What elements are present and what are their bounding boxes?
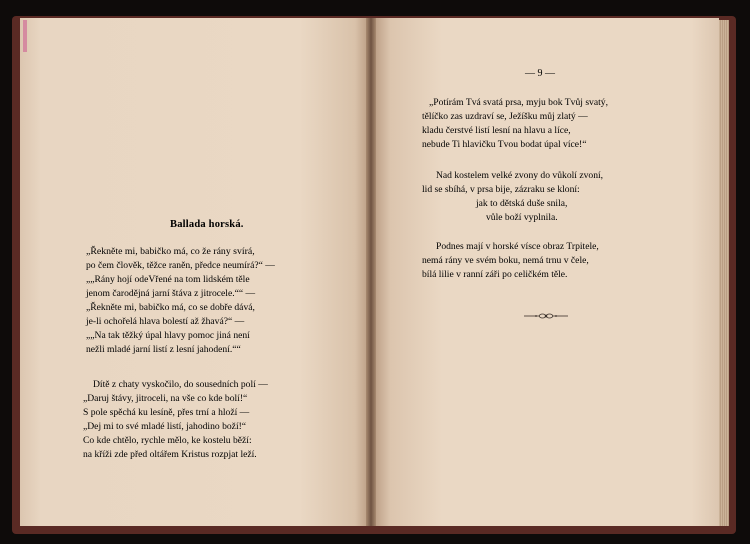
verse-line: lid se sbíhá, v prsa bije, zázraku se kloní:: [422, 184, 580, 195]
verse-line: tělíčko zas uzdraví se, Ježíšku můj zlatý —: [422, 111, 588, 122]
verse-line: nežli mladé jarní listí z lesní jahodení.““: [86, 344, 241, 355]
verse-line: „Řekněte mi, babičko má, co že rány svírá,: [86, 246, 255, 257]
verse-line: „Dej mi to své mladé listí, jahodino boží!“: [83, 421, 247, 432]
verse-line: nemá rány ve svém boku, nemá trnu v čele,: [422, 255, 589, 266]
page-edges: [719, 20, 729, 526]
verse-line: „„Rány hojí odeVřené na tom lidském těle: [86, 274, 250, 285]
verse-line: jak to dětská duše snila,: [476, 198, 568, 209]
page-number: — 9 —: [525, 68, 555, 79]
verse-line: „„Na tak těžký úpal hlavy pomoc jiná není: [86, 330, 250, 341]
verse-line: je-li ochořelá hlava bolestí až žhavá?“ —: [86, 316, 245, 327]
verse-line: S pole spěchá ku lesíně, přes trní a hloží —: [83, 407, 250, 418]
verse-line: „Daruj štávy, jitroceli, na vše co kde bolí!“: [83, 393, 248, 404]
fleuron-divider-icon: [524, 310, 568, 322]
verse-line: bílá lilie v ranní záři po celičkém těle.: [422, 269, 568, 280]
verse-line: Podnes mají v horské vísce obraz Trpitele,: [436, 241, 599, 252]
verse-line: na kříži zde před oltářem Kristus rozpjat leží.: [83, 449, 257, 460]
verse-line: Co kde chtělo, rychle mělo, ke kostelu běží:: [83, 435, 252, 446]
bookmark-ribbon: [23, 20, 27, 52]
verse-line: Nad kostelem velké zvony do vůkolí zvoní,: [436, 170, 604, 181]
verse-line: jenom čarodějná jarní štáva z jitrocele.““ —: [86, 288, 256, 299]
verse-line: Dítě z chaty vyskočilo, do sousedních polí —: [93, 379, 268, 390]
book-gutter: [366, 18, 376, 526]
verse-line: kladu čerstvé listí lesní na hlavu a líce,: [422, 125, 571, 136]
poem-title: Ballada horská.: [170, 219, 244, 230]
verse-line: „Řekněte mi, babičko má, co se dobře dává,: [86, 302, 255, 313]
verse-line: nebude Ti hlavičku Tvou bodat úpal více!“: [422, 139, 587, 150]
verse-line: po čem člověk, těžce raněn, předce neumírá?“ —: [86, 260, 275, 271]
verse-line: vůle boží vyplnila.: [486, 212, 558, 223]
verse-line: „Potírám Tvá svatá prsa, myju bok Tvůj svatý,: [429, 97, 608, 108]
